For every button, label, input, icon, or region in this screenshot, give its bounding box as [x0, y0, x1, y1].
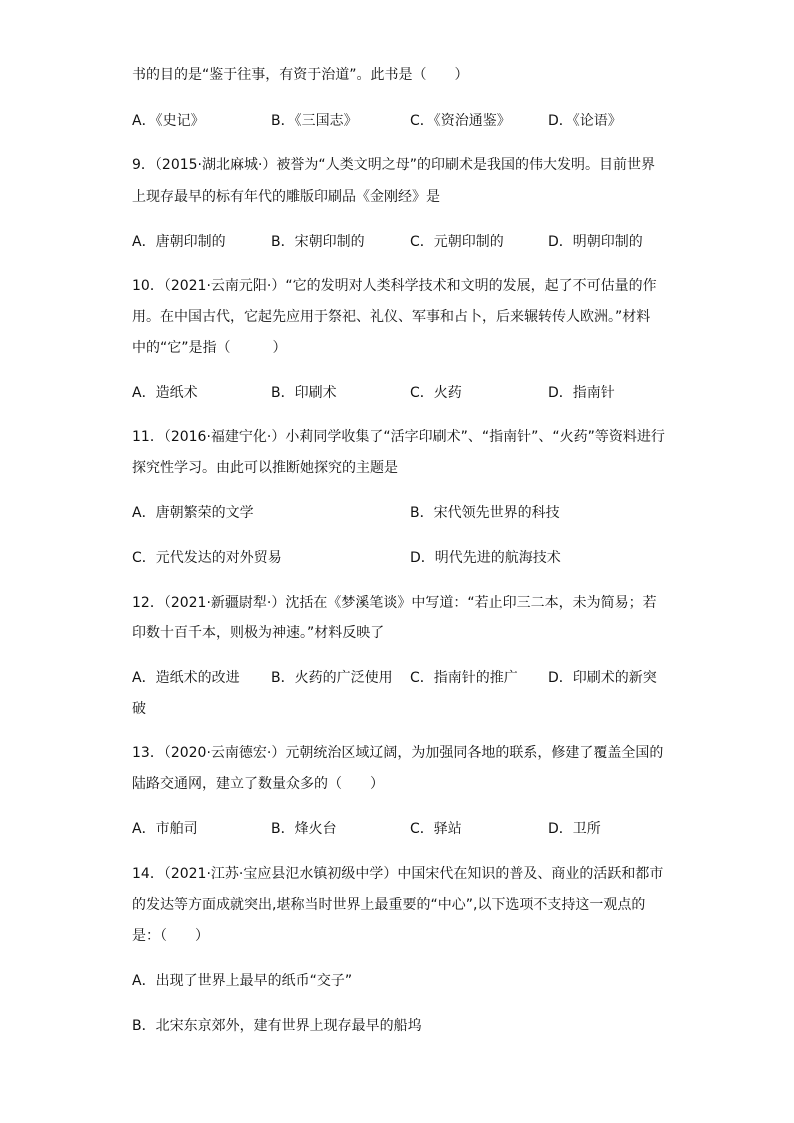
q13-stem-line1: 13．（2020·云南德宏·）元朝统治区域辽阔，为加强同各地的联系，修建了覆盖全国的 [132, 745, 664, 761]
q9-stem-line2: 上现存最早的标有年代的雕版印刷品《金刚经》是 [132, 189, 440, 205]
q8-option-d[interactable]: D．《论语》 [548, 113, 622, 129]
q13-option-a[interactable]: A．市舶司 [132, 821, 198, 837]
q12-option-c[interactable]: C．指南针的推广 [410, 670, 518, 686]
q9-option-c[interactable]: C．元朝印制的 [410, 234, 504, 250]
q13-stem-line2: 陆路交通网，建立了数量众多的（ ） [132, 776, 384, 792]
q12-stem-line2: 印数十百千本，则极为神速。”材料反映了 [132, 625, 385, 641]
q11-option-b[interactable]: B．宋代领先世界的科技 [410, 505, 560, 521]
q14-option-a[interactable]: A．出现了世界上最早的纸币“交子” [132, 973, 353, 989]
q10-stem-line2: 用。在中国古代，它起先应用于祭祀、礼仪、军事和占卜，后来辗转传人欧洲。”材料 [132, 309, 651, 325]
q11-option-d[interactable]: D．明代先进的航海技术 [410, 550, 561, 566]
q11-stem-line1: 11．（2016·福建宁化·）小莉同学收集了“活字印刷术”、“指南针”、“火药”等资料进行 [132, 429, 665, 445]
q10-option-b[interactable]: B．印刷术 [271, 385, 337, 401]
q12-option-d-wrap: 破 [132, 701, 146, 717]
q8-stem: 书的目的是“鉴于往事，有资于治道”。此书是（ ） [132, 67, 469, 83]
q11-option-c[interactable]: C．元代发达的对外贸易 [132, 550, 282, 566]
q13-option-c[interactable]: C．驿站 [410, 821, 462, 837]
q12-stem-line1: 12．（2021·新疆尉犁·）沈括在《梦溪笔谈》中写道：“若止印三二本，未为简易；若 [132, 595, 657, 611]
q10-stem-line1: 10．（2021·云南元阳·）“它的发明对人类科学技术和文明的发展，起了不可估量的作 [132, 278, 657, 294]
q13-option-b[interactable]: B．烽火台 [271, 821, 337, 837]
q8-option-b[interactable]: B．《三国志》 [271, 113, 358, 129]
q10-stem-line3: 中的“它”是指（ ） [132, 340, 287, 356]
q8-option-c[interactable]: C．《资治通鉴》 [410, 113, 511, 129]
q9-stem-line1: 9．（2015·湖北麻城·）被誉为“人类文明之母”的印刷术是我国的伟大发明。目前世界 [132, 157, 655, 173]
q13-option-d[interactable]: D．卫所 [548, 821, 601, 837]
q10-option-a[interactable]: A．造纸术 [132, 385, 198, 401]
q12-option-d[interactable]: D．印刷术的新突 [548, 670, 657, 686]
q14-option-b[interactable]: B．北宋东京郊外，建有世界上现存最早的船坞 [132, 1018, 422, 1034]
q11-stem-line2: 探究性学习。由此可以推断她探究的主题是 [132, 460, 398, 476]
q10-option-c[interactable]: C．火药 [410, 385, 462, 401]
q10-option-d[interactable]: D．指南针 [548, 385, 615, 401]
q9-option-d[interactable]: D．明朝印制的 [548, 234, 643, 250]
q11-option-a[interactable]: A．唐朝繁荣的文学 [132, 505, 254, 521]
q14-stem-line3: 是：（ ） [132, 928, 209, 944]
q8-option-a[interactable]: A．《史记》 [132, 113, 205, 129]
q9-option-b[interactable]: B．宋朝印制的 [271, 234, 365, 250]
q9-option-a[interactable]: A．唐朝印制的 [132, 234, 226, 250]
q14-stem-line2: 的发达等方面成就突出,堪称当时世界上最重要的“中心”,以下选项不支持这一观点的 [132, 897, 646, 913]
q12-option-a[interactable]: A．造纸术的改进 [132, 670, 240, 686]
q14-stem-line1: 14．（2021·江苏·宝应县氾水镇初级中学）中国宋代在知识的普及、商业的活跃和都市 [132, 866, 664, 882]
q12-option-b[interactable]: B．火药的广泛使用 [271, 670, 393, 686]
